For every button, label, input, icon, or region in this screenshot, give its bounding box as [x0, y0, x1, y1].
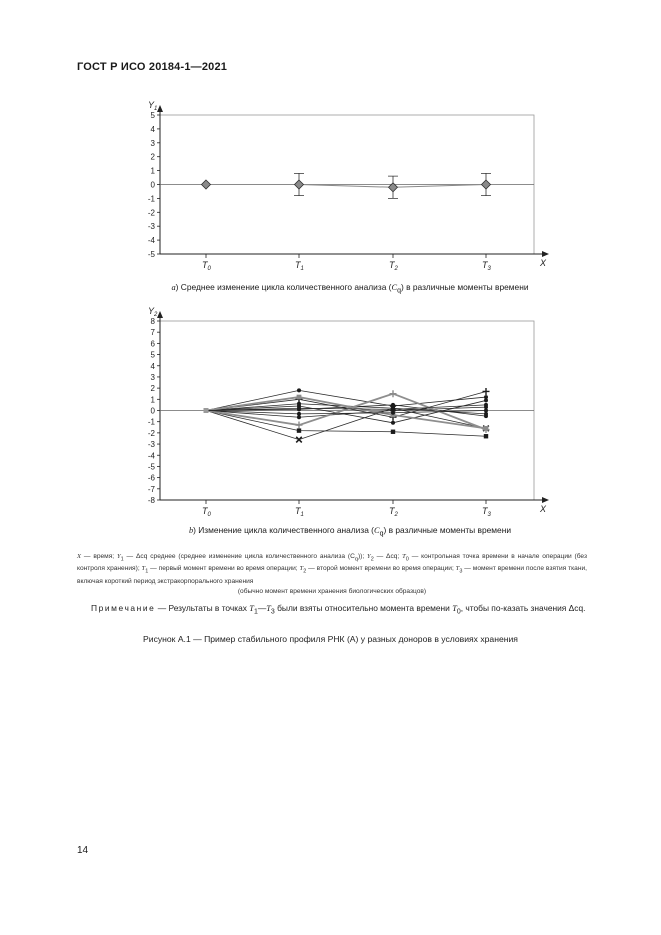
chart-a-y-tick-label: 0 — [150, 180, 155, 190]
chart-b-y-tick-label: -6 — [147, 473, 155, 483]
caption-b — [60, 525, 640, 538]
chart-a-x-tick-label: $T_2$ — [389, 260, 398, 272]
note-dash: — — [257, 603, 267, 613]
chart-a-x-tick-label: $T_0$ — [202, 260, 211, 272]
legend-y2-text: — Δcq; — [373, 553, 403, 560]
legend-t3-sub: 3 — [459, 568, 463, 575]
chart-b-data-point — [391, 411, 395, 415]
chart-b — [0, 296, 661, 524]
chart-b-y-tick-label: 1 — [150, 395, 155, 405]
legend-y1-end: )); — [357, 553, 368, 560]
legend-t0-text: — контрольная точка времени в начале операции (без контроля хранения); — [77, 553, 587, 573]
chart-b-y-tick-label: -7 — [147, 484, 155, 494]
caption-b-sym: C — [373, 526, 380, 535]
legend-t0-sym: T — [402, 553, 406, 560]
chart-a-x-tick-label-sub: 2 — [394, 266, 398, 272]
note-text3: , чтобы по-казать значения Δcq. — [460, 603, 586, 613]
legend-t3-sym: T — [455, 565, 460, 573]
chart-b-data-point — [297, 428, 301, 432]
legend-t1-text: — первый момент времени во время операции; — [148, 565, 300, 573]
legend-x-sym: X — [77, 553, 82, 560]
chart-a-y-tick-label: -5 — [147, 250, 155, 259]
chart-a — [0, 90, 661, 280]
legend-y2-sym: Y — [367, 553, 371, 560]
legend-y2-sub: 2 — [370, 556, 374, 563]
chart-b-data-point — [297, 395, 302, 400]
chart-b-data-point — [390, 390, 397, 397]
chart-b-y-tick-label: 7 — [150, 328, 155, 338]
chart-b-y-tick-label: -1 — [147, 417, 155, 427]
caption-a-sym: C — [391, 283, 398, 292]
chart-a-x-tick-label-sub: 0 — [207, 266, 211, 272]
legend-y1-sym: Y — [116, 553, 121, 560]
chart-a-x-axis-label: X — [540, 258, 547, 268]
chart-a-series-1 — [202, 173, 492, 198]
chart-b-y-tick-label: 3 — [150, 372, 155, 382]
chart-a-y-tick-label: -4 — [147, 236, 155, 246]
chart-b-data-point — [484, 398, 488, 402]
chart-b-data-point — [296, 422, 303, 429]
note-c-sym: T — [452, 604, 457, 613]
legend-t1-sub: 1 — [145, 568, 149, 575]
figure-title: Рисунок А.1 — Пример стабильного профиля РНК (А) у разных доноров в условиях хранения — [143, 634, 518, 644]
legend-y1-sub: 1 — [120, 556, 124, 563]
note-a-sym: T — [249, 604, 254, 613]
chart-a-y-axis-label-sub: 1 — [154, 106, 158, 112]
chart-a-y-tick-label: 4 — [150, 124, 155, 134]
chart-a-y-tick-label: 3 — [150, 138, 155, 148]
chart-b-x-tick-label: $T_0$ — [202, 506, 211, 518]
chart-b-y-tick-label: 2 — [150, 384, 155, 394]
chart-b-x-tick-label: $T_1$ — [295, 506, 304, 518]
chart-b-data-point — [484, 434, 488, 438]
legend-y1-text: — Δcq среднее (среднее изменение цикла количественного анализа (C — [123, 553, 355, 560]
caption-b-prefix: b — [188, 526, 194, 535]
chart-b-x-tick-label-sub: 0 — [207, 512, 211, 518]
chart-a-x-tick-label-sub: 1 — [300, 266, 304, 272]
legend-t2-sym: T — [299, 565, 304, 573]
chart-b-data-point — [204, 408, 209, 413]
chart-a-y-tick-label: -2 — [147, 208, 155, 218]
chart-b-data-point — [296, 437, 302, 443]
legend-y1-csub: q — [354, 556, 358, 563]
legend-t0-sub: 0 — [405, 556, 409, 563]
chart-b-x-tick-label-sub: 2 — [394, 512, 398, 518]
note-text2: были взяты относительно момента времени — [274, 603, 453, 613]
note-a-sub: 1 — [253, 608, 258, 616]
chart-b-x-tick-label-sub: 1 — [300, 512, 304, 518]
chart-b-x-tick-label: $T_2$ — [389, 506, 398, 518]
chart-b-y-tick-label: -3 — [147, 440, 155, 450]
note-paragraph — [77, 603, 587, 618]
note-label: Примечание — [90, 603, 156, 613]
note-b-sub: 3 — [270, 608, 275, 616]
chart-b-y-tick-label: 8 — [150, 317, 155, 326]
caption-a-before: ) Среднее изменение цикла количественного анализа ( — [175, 282, 392, 292]
legend-t3-text: — момент времени после взятия ткани, включая короткий период экстракорпорального хранения — [77, 565, 587, 585]
chart-a-x-tick-label: $T_3$ — [482, 260, 491, 272]
chart-b-data-point — [484, 409, 488, 413]
chart-b-data-point — [483, 388, 490, 395]
chart-b-data-point — [484, 426, 489, 431]
page-header: ГОСТ Р ИСО 20184-1—2021 — [77, 61, 228, 73]
chart-b-data-point — [391, 430, 395, 434]
chart-a-data-point — [202, 180, 211, 189]
chart-a-y-tick-label: 2 — [150, 152, 155, 162]
legend-x-text: — время; — [81, 553, 117, 560]
chart-b-x-axis-arrow — [542, 497, 549, 503]
page-number: 14 — [77, 845, 89, 856]
chart-b-data-point — [484, 403, 488, 407]
chart-a-y-tick-label: 1 — [150, 166, 155, 176]
legend-t2-sub: 2 — [303, 568, 307, 575]
chart-b-data-point — [297, 402, 301, 406]
note-b-sym: T — [266, 604, 271, 613]
chart-a-y-tick-label: -1 — [147, 194, 155, 204]
chart-b-series-10 — [204, 395, 489, 431]
chart-b-y-tick-label: -4 — [147, 451, 155, 461]
chart-b-data-point — [297, 406, 301, 410]
caption-a — [60, 282, 640, 295]
caption-b-after: ) в различные моменты времени — [383, 525, 512, 535]
chart-a-y-tick-label: 5 — [150, 111, 155, 120]
chart-b-y-tick-label: 6 — [150, 339, 155, 349]
legend-last-line: (обычно момент времени хранения биологических образцов) — [237, 587, 427, 595]
chart-b-y-axis-label: $Y_2$ — [148, 306, 158, 318]
chart-a-x-tick-label-sub: 3 — [487, 266, 491, 272]
chart-a-series-line — [206, 185, 486, 188]
chart-a-data-point — [482, 180, 491, 189]
note-text1: — Результаты в точках — [155, 603, 250, 613]
chart-b-y-axis-arrow — [157, 311, 163, 318]
legend-t1-sym: T — [141, 565, 146, 573]
chart-b-y-axis-label-sub: 2 — [154, 312, 158, 318]
chart-b-x-tick-label-sub: 3 — [487, 512, 491, 518]
chart-a-x-axis-arrow — [542, 251, 549, 257]
chart-a-y-axis-label: $Y_1$ — [148, 100, 158, 112]
caption-a-sub: q — [397, 287, 401, 295]
figure-legend — [77, 552, 587, 597]
caption-b-sub: q — [379, 530, 384, 538]
caption-a-after: ) в различные моменты времени — [400, 282, 529, 292]
chart-b-data-point — [391, 421, 395, 425]
chart-b-y-tick-label: -2 — [147, 428, 155, 438]
chart-a-data-point — [295, 180, 304, 189]
chart-b-y-tick-label: 0 — [150, 406, 155, 416]
chart-b-y-tick-label: -5 — [147, 462, 155, 472]
chart-b-data-point — [297, 388, 301, 392]
chart-a-x-tick-label: $T_1$ — [295, 260, 304, 272]
chart-b-y-tick-label: 4 — [150, 361, 155, 371]
caption-a-prefix: а — [171, 283, 176, 292]
chart-b-x-axis-label: X — [540, 504, 547, 514]
chart-a-y-axis-arrow — [157, 105, 163, 112]
chart-b-y-tick-label: 5 — [150, 350, 155, 360]
legend-t2-text: — второй момент времени во время операции; — [306, 565, 456, 573]
chart-b-y-tick-label: -8 — [147, 496, 155, 505]
chart-b-x-tick-label: $T_3$ — [482, 506, 491, 518]
note-c-sub: 0 — [456, 608, 461, 616]
caption-b-before: ) Изменение цикла количественного анализа ( — [193, 525, 374, 535]
chart-b-data-point — [297, 412, 301, 416]
chart-a-y-tick-label: -3 — [147, 222, 155, 232]
